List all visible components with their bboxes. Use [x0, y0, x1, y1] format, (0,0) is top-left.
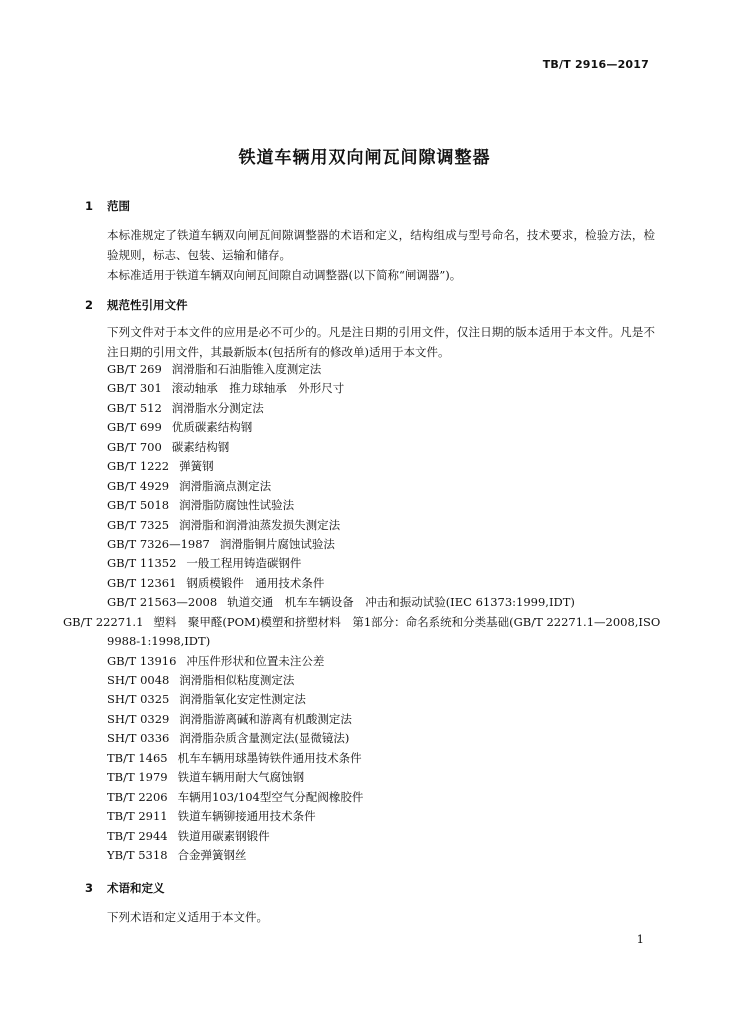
reference-code: GB/T 699 [107, 420, 162, 435]
reference-item [107, 690, 667, 709]
reference-title: 润滑脂和润滑油蒸发损失测定法 [179, 517, 341, 532]
reference-title: 塑料 聚甲醛(POM)模塑和挤塑材料 第1部分：命名系统和分类基础(GB/T 22271.1—2008,ISO 9988-1:1998,IDT) [107, 614, 661, 649]
section-3-heading [85, 880, 165, 896]
section-1-paragraph-2 [85, 265, 655, 285]
reference-title: 车辆用103/104型空气分配阀橡胶件 [177, 789, 364, 804]
reference-title: 冲压件形状和位置未注公差 [186, 653, 325, 668]
reference-title: 铁道车辆铆接通用技术条件 [177, 809, 316, 824]
section-1-title: 范围 [107, 199, 130, 213]
reference-title: 润滑脂氧化安定性测定法 [179, 692, 306, 707]
reference-code: TB/T 2944 [107, 828, 168, 843]
reference-code: TB/T 1465 [107, 750, 168, 765]
section-3-number: 3 [85, 881, 94, 895]
reference-item [107, 438, 667, 457]
reference-item [107, 379, 667, 398]
reference-item [107, 729, 667, 748]
reference-item [63, 613, 667, 652]
reference-item [107, 710, 667, 729]
reference-code: GB/T 301 [107, 381, 162, 396]
reference-title: 轨道交通 机车车辆设备 冲击和振动试验(IEC 61373:1999,IDT) [227, 595, 575, 610]
reference-title: 润滑脂杂质含量测定法(显微镜法) [179, 731, 350, 746]
section-2-intro [85, 322, 655, 362]
reference-title: 机车车辆用球墨铸铁件通用技术条件 [177, 750, 362, 765]
reference-title: 优质碳素结构钢 [171, 420, 253, 435]
normative-references-list [63, 360, 667, 865]
section-3-intro-text: 下列术语和定义适用于本文件。 [107, 910, 268, 924]
section-1-paragraph-1 [85, 225, 655, 265]
reference-item [107, 418, 667, 437]
page-number: 1 [636, 932, 644, 946]
reference-code: GB/T 700 [107, 439, 162, 454]
reference-code: TB/T 1979 [107, 770, 168, 785]
section-2-heading [85, 297, 188, 313]
reference-code: GB/T 7326—1987 [107, 536, 210, 551]
section-2-number: 2 [85, 298, 94, 312]
reference-code: SH/T 0329 [107, 711, 170, 726]
section-2-intro-text: 下列文件对于本文件的应用是必不可少的。凡是注日期的引用文件，仅注日期的版本适用于本文件。凡是不注日期的引用文件，其最新版本(包括所有的修改单)适用于本文件。 [107, 325, 655, 359]
reference-title: 滚动轴承 推力球轴承 外形尺寸 [171, 381, 345, 396]
section-1-number: 1 [85, 199, 94, 213]
section-3-intro [85, 907, 655, 927]
reference-title: 润滑脂游离碱和游离有机酸测定法 [179, 711, 352, 726]
reference-title: 合金弹簧钢丝 [177, 847, 247, 862]
section-1-heading [85, 198, 130, 214]
reference-code: TB/T 2206 [107, 789, 168, 804]
document-title: 铁道车辆用双向闸瓦间隙调整器 [238, 148, 491, 168]
reference-title: 润滑脂滴点测定法 [179, 478, 272, 493]
reference-item [107, 827, 667, 846]
reference-item [107, 593, 667, 612]
reference-item [107, 399, 667, 418]
reference-title: 钢质模锻件 通用技术条件 [186, 575, 325, 590]
reference-code: SH/T 0336 [107, 731, 170, 746]
reference-title: 润滑脂防腐蚀性试验法 [179, 498, 295, 513]
reference-code: GB/T 12361 [107, 575, 177, 590]
reference-title: 润滑脂和石油脂锥入度测定法 [171, 362, 322, 376]
reference-code: GB/T 22271.1 [63, 614, 144, 629]
reference-item [107, 574, 667, 593]
reference-title: 铁道车辆用耐大气腐蚀钢 [177, 770, 305, 785]
reference-item [107, 496, 667, 515]
reference-title: 润滑脂水分测定法 [171, 400, 264, 415]
reference-item [107, 360, 667, 379]
reference-item [107, 846, 667, 865]
reference-code: GB/T 21563—2008 [107, 595, 218, 610]
reference-title: 铁道用碳素钢锻件 [177, 828, 270, 843]
reference-code: GB/T 1222 [107, 459, 170, 474]
reference-code: GB/T 5018 [107, 498, 170, 513]
reference-title: 一般工程用铸造碳钢件 [186, 556, 302, 571]
reference-title: 润滑脂铜片腐蚀试验法 [219, 536, 335, 551]
reference-code: GB/T 13916 [107, 653, 177, 668]
reference-item [107, 477, 667, 496]
reference-code: YB/T 5318 [107, 847, 168, 862]
reference-item [107, 652, 667, 671]
reference-item [107, 535, 667, 554]
reference-code: GB/T 4929 [107, 478, 170, 493]
reference-item [107, 768, 667, 787]
reference-item [107, 807, 667, 826]
section-1-paragraph-2-text: 本标准适用于铁道车辆双向闸瓦间隙自动调整器(以下简称“闸调器”)。 [107, 268, 462, 282]
reference-code: GB/T 512 [107, 400, 162, 415]
reference-code: TB/T 2911 [107, 809, 168, 824]
reference-item [107, 457, 667, 476]
reference-item [107, 788, 667, 807]
reference-item [107, 516, 667, 535]
section-1-paragraph-1-text: 本标准规定了铁道车辆双向闸瓦间隙调整器的术语和定义，结构组成与型号命名，技术要求，检验方法，检验规则，标志、包装、运输和储存。 [107, 228, 655, 262]
reference-item [107, 749, 667, 768]
reference-title: 碳素结构钢 [171, 439, 230, 454]
reference-code: GB/T 7325 [107, 517, 170, 532]
reference-code: SH/T 0325 [107, 692, 170, 707]
reference-code: GB/T 11352 [107, 556, 177, 571]
reference-title: 润滑脂相似粘度测定法 [179, 673, 295, 688]
reference-code: GB/T 269 [107, 362, 162, 376]
section-2-title: 规范性引用文件 [107, 298, 188, 312]
section-3-title: 术语和定义 [107, 881, 165, 895]
reference-item [107, 554, 667, 573]
reference-item [107, 671, 667, 690]
reference-title: 弹簧钢 [179, 459, 214, 474]
standard-number: TB/T 2916—2017 [542, 58, 649, 71]
reference-code: SH/T 0048 [107, 673, 170, 688]
